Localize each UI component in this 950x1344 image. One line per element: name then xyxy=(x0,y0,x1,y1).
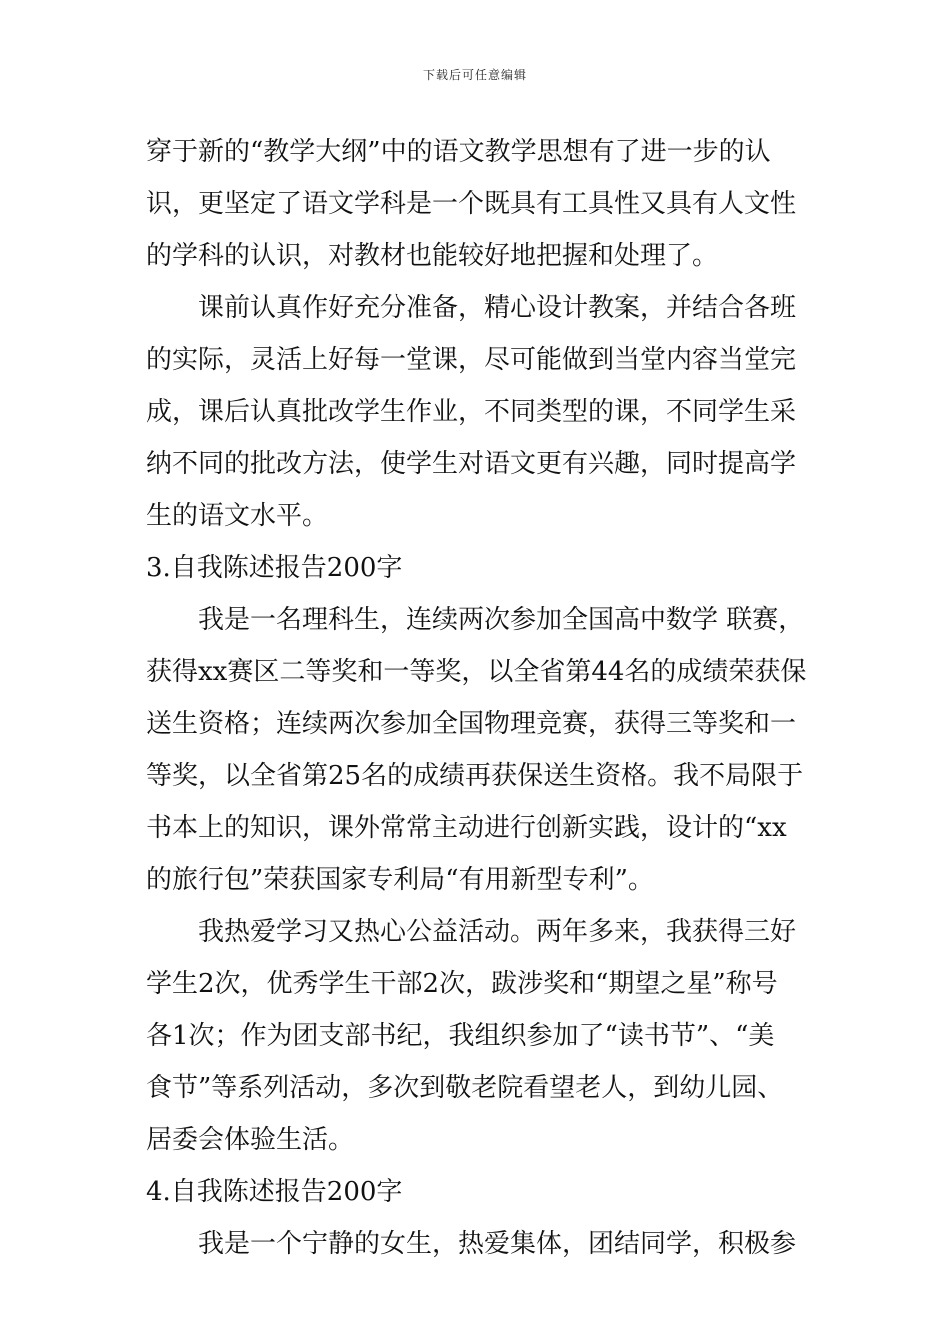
text-line: 各1次；作为团支部书纪，我组织参加了“读书节”、“美 xyxy=(146,1021,775,1051)
text-line: 居委会体验生活。 xyxy=(146,1125,355,1155)
text-line: 的实际，灵活上好每一堂课，尽可能做到当堂内容当堂完 xyxy=(146,345,797,375)
text-line: 纳不同的批改方法，使学生对语文更有兴趣，同时提高学 xyxy=(146,449,797,479)
paragraph-start-line: 我热爱学习又热心公益活动。两年多来，我获得三好 xyxy=(198,917,797,947)
section-heading: 4.自我陈述报告200字 xyxy=(146,1177,403,1207)
text-line: 识，更坚定了语文学科是一个既具有工具性又具有人文性 xyxy=(146,189,797,219)
text-line: 食节”等系列活动，多次到敬老院看望老人，到幼儿园、 xyxy=(146,1073,784,1103)
section-heading: 3.自我陈述报告200字 xyxy=(146,553,403,583)
paragraph-start-line: 课前认真作好充分准备，精心设计教案，并结合各班 xyxy=(198,293,797,323)
paragraph-start-line: 我是一个宁静的女生，热爱集体，团结同学，积极参 xyxy=(198,1229,797,1259)
page-header-note: 下载后可任意编辑 xyxy=(422,68,527,82)
text-line: 书本上的知识，课外常常主动进行创新实践，设计的“xx xyxy=(146,813,787,843)
text-line: 送生资格；连续两次参加全国物理竞赛，获得三等奖和一 xyxy=(146,709,797,739)
document-body xyxy=(146,126,814,1270)
text-line: 获得xx赛区二等奖和一等奖，以全省第44名的成绩荣获保 xyxy=(146,657,807,687)
text-line: 的学科的认识，对教材也能较好地把握和处理了。 xyxy=(146,241,719,271)
text-line: 生的语文水平。 xyxy=(146,501,329,531)
text-line: 成，课后认真批改学生作业，不同类型的课，不同学生采 xyxy=(146,397,797,427)
paragraph-start-line: 我是一名理科生，连续两次参加全国高中数学 联赛， xyxy=(198,605,805,635)
text-line: 学生2次，优秀学生干部2次，跋涉奖和“期望之星”称号 xyxy=(146,969,778,999)
text-line: 等奖，以全省第25名的成绩再获保送生资格。我不局限于 xyxy=(146,761,804,791)
text-line: 的旅行包”荣获国家专利局“有用新型专利”。 xyxy=(146,865,654,895)
text-line: 穿于新的“教学大纲”中的语文教学思想有了进一步的认 xyxy=(146,137,771,167)
